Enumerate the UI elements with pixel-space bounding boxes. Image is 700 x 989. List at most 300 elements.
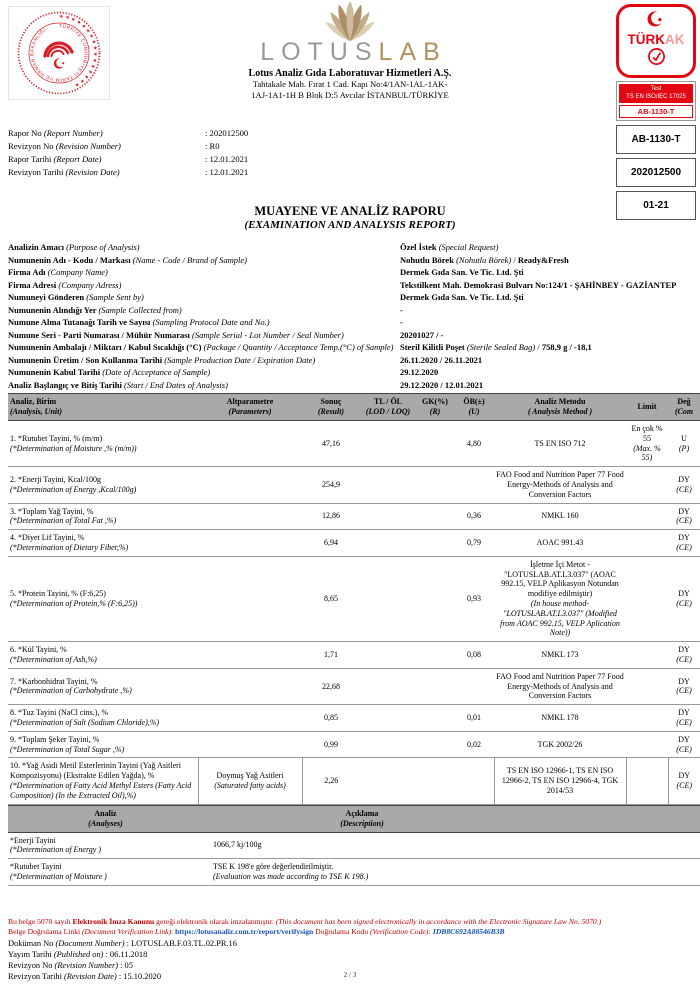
cell-gk (416, 758, 454, 804)
text-segment: Analizin Amacı (8, 242, 67, 252)
report-title-block (0, 204, 700, 231)
report-meta-row (8, 127, 248, 140)
text-segment: : 06.11.2018 (103, 950, 148, 960)
text-segment: (P) (678, 443, 690, 453)
cell-altparametre (198, 467, 302, 503)
text-segment: (*Determination of Protein,% (F:6,25)) (10, 598, 138, 608)
column-header--b- (454, 394, 494, 421)
cell-sonuc: 2,26 (302, 758, 360, 804)
results-header-row (8, 394, 700, 421)
meta-value: : R0 (205, 141, 220, 151)
cell-degerlendirme (668, 705, 700, 732)
results-table-header (8, 394, 700, 421)
analysis-row (8, 467, 700, 503)
text-segment: Numunenin Kabul Tarihi (8, 367, 103, 378)
text-segment: 5. *Protein Tayini, % (F:6,25) (10, 589, 106, 599)
meta-label (8, 166, 205, 179)
cell-degerlendirme (668, 467, 700, 503)
document-control-line (8, 938, 698, 949)
text-segment: TGK 2002/26 (537, 739, 583, 749)
text-segment: (*Determination of Energy ) (10, 845, 102, 855)
report-title: MUAYENE VE ANALİZ RAPORU (254, 204, 446, 218)
text-segment: 7. *Karbonhidrat Tayini, % (10, 676, 98, 686)
column-header-en: (Analysis, Unit) (10, 407, 63, 416)
cell-gk (416, 556, 454, 641)
text-segment: 29.12.2020 / 12.01.2021 (400, 380, 484, 391)
text-segment: Firma Adı (8, 267, 48, 278)
cell-sonuc: 0,85 (302, 705, 360, 732)
field-label (8, 379, 400, 392)
description-table-body (8, 832, 700, 885)
text-segment: Doküman No (8, 939, 56, 949)
field-label (8, 354, 400, 367)
cell-degerlendirme (668, 758, 700, 804)
cell-ob: 0,01 (454, 705, 494, 732)
field-value (400, 329, 443, 342)
text-segment: (CE) (676, 717, 692, 727)
field-label (8, 266, 400, 279)
text-segment: (Document Verification Link) (82, 926, 172, 936)
text-segment: Belge Doğrulama Linki (8, 926, 83, 936)
text-segment: (*Determination of Total Sugar ,%) (10, 744, 125, 754)
cell-ob: 0,36 (454, 503, 494, 530)
cell-analiz-metodu (494, 503, 626, 530)
meta-label (8, 153, 205, 166)
analysis-row (8, 556, 700, 641)
cell-gk (416, 668, 454, 704)
text-segment: (*Determination of Salt (Sodium Chloride),%) (10, 717, 160, 727)
turkak-brand-turk: TÜRK (627, 32, 665, 47)
turkak-brand-ak: AK (665, 32, 685, 47)
cell-analiz-metodu (494, 705, 626, 732)
text-segment: (Nohutlu Börek) (453, 254, 512, 265)
text-segment: (*Determination of Carbohydrate ,%) (10, 686, 132, 696)
column-header-en: ( Analysis Method ) (527, 407, 593, 416)
text-segment: (Start / End Dates of Analysis) (123, 380, 228, 391)
cell-altparametre (198, 642, 302, 669)
cell-tl-ol (360, 642, 416, 669)
text-segment: Nohutlu Börek (400, 254, 454, 265)
header-analiz (8, 805, 203, 832)
analysis-row (8, 642, 700, 669)
cell-altparametre (198, 758, 302, 804)
text-segment: Bu belge 5070 sayılı (8, 917, 73, 926)
turkak-accreditation-block (616, 4, 696, 220)
text-segment: İşletme İçi Metot - "LOTUSLAB.AT.L3.037" (AOAC 992.15, VELP Aplikasyon Notundan modifiye edilmiştir) (501, 559, 619, 599)
text-segment: 20201027 / - (400, 329, 444, 340)
seal-stars: ★ ★ ★ ★ ★ ★ ★ ★ ★ ★ ★ ★ ★ ★ ★ ★ (58, 13, 99, 89)
text-segment: (CE) (676, 686, 692, 696)
text-segment: Analiz Başlangıç ve Bitiş Tarihi (8, 380, 124, 391)
text-segment: AOAC 991.43 (536, 538, 584, 548)
cell-description (203, 859, 700, 886)
analysis-row (8, 731, 700, 758)
sample-field-row (8, 379, 700, 392)
cell-sonuc: 12,86 (302, 503, 360, 530)
analysis-row (8, 530, 700, 557)
text-segment: Tekstilkent Mah. Demokrasi Bulvarı No:124/1 - ŞAHİNBEY - GAZİANTEP (400, 279, 677, 290)
sample-field-row (8, 266, 700, 279)
document-control-line (8, 960, 698, 971)
column-header-en: (LOD / LOQ) (365, 407, 411, 416)
field-label (8, 254, 400, 267)
text-segment: (Date of Acceptance of Sample) (102, 367, 211, 378)
verification-line (8, 927, 698, 937)
text-segment: Dermek Gıda San. Ve Tic. Ltd. Şti (400, 292, 524, 303)
cell-ob (454, 668, 494, 704)
cell-gk (416, 467, 454, 503)
cell-limit (626, 668, 668, 704)
field-value (400, 341, 592, 354)
field-value (400, 279, 676, 292)
cell-analiz-metodu (494, 668, 626, 704)
text-segment: (CE) (676, 744, 692, 754)
ministry-seal-icon (17, 11, 101, 95)
text-segment: Numune Alma Tutanağı Tarih ve Sayısı (8, 317, 153, 328)
document-control-line (8, 949, 698, 960)
cell-ob (454, 758, 494, 804)
text-segment: Elektronik İmza Kanunu (72, 917, 155, 926)
text-segment: (*Determination of Fatty Acid Methyl Esters (Fatty Acid Composition) (In the Extracted Oil),%) (10, 780, 192, 800)
text-segment: Yayım Tarihi (8, 950, 54, 960)
text-segment: Numunenin Alındığı Yer (8, 304, 99, 315)
text-segment: (CE) (676, 542, 692, 552)
column-header-tr: ÖB(±) (463, 397, 485, 406)
meta-value: : 12.01.2021 (205, 154, 249, 164)
text-segment: (*Determination of Dietary Fiber,%) (10, 542, 129, 552)
text-segment: (Document Number) (55, 939, 125, 949)
description-table-header (8, 805, 700, 832)
analysis-results-table (8, 393, 700, 805)
field-value (400, 366, 438, 379)
cell-analysis-name (8, 530, 198, 557)
seal-emblem-arcs (45, 43, 72, 56)
text-segment: (Sampling Protocol Date and No.) (152, 317, 270, 328)
text-segment: (CE) (676, 516, 692, 526)
cell-altparametre (198, 556, 302, 641)
cell-limit (626, 731, 668, 758)
column-header-tr: Altparametre (226, 397, 274, 406)
field-value (400, 254, 569, 267)
analysis-row (8, 421, 700, 467)
text-segment: En çok % 55 (631, 424, 663, 443)
analysis-row (8, 758, 700, 804)
text-segment: 4. *Diyet Lif Tayini, % (10, 533, 85, 543)
cell-ob: 0,08 (454, 642, 494, 669)
sample-field-row (8, 329, 700, 342)
lotus-flower-icon (317, 2, 383, 42)
text-segment: DY (678, 533, 690, 543)
text-segment: (*Determination of Total Fat ,%) (10, 516, 117, 526)
analysis-row (8, 503, 700, 530)
text-segment: (Sterile Sealed Bag) (464, 342, 536, 353)
text-segment: Numunenin Üretim / Son Kullanma Tarihi (8, 354, 165, 365)
sample-field-row (8, 291, 700, 304)
text-segment: (CE) (676, 654, 692, 664)
accreditation-standard (619, 84, 693, 103)
text-segment: Revizyon Tarihi (8, 167, 66, 177)
text-segment: (*Determination of Moisture ) (10, 871, 107, 881)
field-label (8, 304, 400, 317)
text-segment: / (535, 342, 542, 353)
standard-label: TS EN ISO/IEC 17025 (626, 93, 686, 100)
field-label (8, 366, 400, 379)
text-segment: Steril Kilitli Poşet (400, 342, 465, 353)
text-segment: : (171, 926, 176, 936)
crescent-star-icon (646, 10, 666, 28)
field-value (400, 304, 403, 317)
cell-tl-ol (360, 705, 416, 732)
text-segment: Revizyon No (8, 961, 55, 971)
results-table-body (8, 421, 700, 805)
text-segment: DY (678, 676, 690, 686)
text-segment: DY (678, 708, 690, 718)
text-segment: 1066,7 kj/100g (213, 840, 262, 850)
report-meta-row (8, 166, 248, 179)
text-segment: 1. *Rutubet Tayini, % (m/m) (10, 433, 103, 443)
text-segment: Doğrulama Kodu (313, 926, 370, 936)
meta-value: : 12.01.2021 (205, 167, 249, 177)
field-value (400, 316, 403, 329)
report-title-en: (EXAMINATION AND ANALYSIS REPORT) (244, 219, 456, 231)
text-segment: : LOTUSLAB.F.03.TL.02.PR.16 (124, 939, 237, 949)
column-header-de- (668, 394, 700, 421)
cell-analysis-name (8, 642, 198, 669)
text-segment: (CE) (676, 598, 692, 608)
cell-sonuc: 6,94 (302, 530, 360, 557)
cell-altparametre (198, 731, 302, 758)
cell-sonuc: 0,99 (302, 731, 360, 758)
cell-gk (416, 421, 454, 467)
accreditation-scope-box (616, 81, 696, 121)
seal-circular-text: TÜRKİYE CUMHURİYETİ TARIM VE ORMAN BAKANLIĞI (29, 23, 89, 83)
cell-tl-ol (360, 758, 416, 804)
cell-altparametre (198, 705, 302, 732)
field-label (8, 291, 400, 304)
sample-info-fields (8, 241, 700, 392)
checkmark-icon (645, 46, 666, 67)
cell-analiz-metodu (494, 530, 626, 557)
cell-analiz-metodu (494, 421, 626, 467)
text-segment: DY (678, 645, 690, 655)
header-aciklama (203, 805, 700, 832)
cell-limit (626, 530, 668, 557)
cell-tl-ol (360, 503, 416, 530)
text-segment: Revizyon No (8, 141, 56, 151)
cell-analysis-name (8, 705, 198, 732)
cell-analysis-name (8, 421, 198, 467)
sample-field-row (8, 279, 700, 292)
text-segment: (Sample Sent by) (86, 292, 144, 303)
accreditation-number-red: AB-1130-T (619, 105, 693, 118)
text-segment: U (681, 433, 687, 443)
text-segment: 10. *Yağ Asidi Metil Esterlerinin Tayini (Yağ Asitleri Kompozisyonu) (Ekstrakte Edilen Yağda), % (10, 761, 181, 781)
text-segment: : 05 (118, 961, 133, 971)
column-header-tr: GK(%) (422, 397, 448, 406)
header-aciklama-en: (Description) (340, 818, 384, 828)
text-segment: gereği elektronik olarak imzalanmıştır. (154, 917, 276, 926)
header-aciklama-tr: Açıklama (345, 808, 379, 818)
sample-field-row (8, 304, 700, 317)
text-segment: FAO Food and Nutrition Paper 77 Food Energy-Methods of Analysis and Conversion Factors (496, 470, 624, 499)
field-value (400, 266, 524, 279)
cell-tl-ol (360, 421, 416, 467)
text-segment: (In house method- "LOTUSLAB.AT.L3.037" (Modified from AOAC 992.15, VELP Aplication Note)) (500, 598, 620, 638)
text-segment: TS EN ISO 12966-1, TS EN ISO 12966-2, TS EN ISO 12966-4, TGK 2014/53 (501, 766, 619, 795)
cell-sonuc: 8,65 (302, 556, 360, 641)
text-segment: (CE) (676, 484, 692, 494)
analysis-row (8, 705, 700, 732)
field-value (400, 241, 498, 254)
column-header-tl-l (360, 394, 416, 421)
text-segment: Numune Seri - Parti Numarası / Mühür Numarası (8, 329, 193, 340)
text-segment: TSE K 198'e göre değerlendirilmiştir. (213, 862, 334, 872)
text-segment: Numuneyi Gönderen (8, 292, 87, 303)
cell-limit (626, 503, 668, 530)
text-segment: - (400, 317, 403, 328)
text-segment: (CE) (676, 780, 693, 790)
column-header-tr: Sonuç (320, 397, 342, 406)
column-header-tr: Değ (677, 397, 691, 406)
text-segment: 2. *Enerji Tayini, Kcal/100g (10, 475, 102, 485)
crescent-star-icon (54, 58, 65, 68)
meta-label (8, 140, 205, 153)
text-segment: (Report Number) (43, 128, 103, 138)
text-segment: (*Determination of Ash,%) (10, 654, 97, 664)
cell-tl-ol (360, 467, 416, 503)
lotuslab-logo-block (150, 2, 550, 100)
report-meta-block (8, 127, 248, 179)
text-segment: Firma Adresi (8, 279, 59, 290)
cell-analysis-name (8, 556, 198, 641)
column-header-tr: Analiz, Birim (10, 397, 57, 406)
cell-degerlendirme (668, 556, 700, 641)
cell-altparametre (198, 530, 302, 557)
text-segment: (Revision Date) (64, 972, 117, 982)
field-label (8, 316, 400, 329)
text-segment: NMKL 178 (541, 713, 579, 723)
text-segment: (Max. % 55) (633, 443, 661, 463)
text-segment: (Published on) (53, 950, 104, 960)
cell-altparametre (198, 668, 302, 704)
accreditation-number-box: AB-1130-T (616, 125, 696, 154)
wordmark-lotus: LOTUS (260, 38, 379, 66)
text-segment: (*Determination of Energy ,Kcal/100g) (10, 484, 137, 494)
cell-limit (626, 642, 668, 669)
text-segment: Numunenin Ambalajı / Miktarı / Kabul Sıcaklığı (°C) (8, 342, 204, 353)
text-segment: (Sample Production Date / Expiration Date) (164, 354, 316, 365)
text-segment: Rapor No (8, 128, 44, 138)
meta-value: : 202012500 (205, 128, 249, 138)
cell-degerlendirme (668, 668, 700, 704)
field-label (8, 279, 400, 292)
cell-analiz-metodu (494, 758, 626, 804)
cell-altparametre (198, 421, 302, 467)
cell-description (203, 832, 700, 859)
report-meta-row (8, 153, 248, 166)
text-segment: DY (678, 506, 690, 516)
text-segment: (Sample Serial - Lot Number / Seal Number) (192, 329, 344, 340)
text-segment: (Evaluation was made according to TSE K 198.) (213, 871, 369, 881)
cell-degerlendirme (668, 503, 700, 530)
text-segment: (Report Date) (53, 154, 102, 164)
text-segment: Ready&Fresh (517, 254, 569, 265)
text-segment: Dermek Gıda San. Ve Tic. Ltd. Şti (400, 267, 524, 278)
sample-field-row (8, 254, 700, 267)
text-segment: (Verification Code): (370, 926, 431, 936)
column-header-limit (626, 394, 668, 421)
text-segment: IDB8C692A88546B3B (432, 926, 505, 936)
sample-field-row (8, 341, 700, 354)
column-header-en: (U) (468, 407, 480, 416)
text-segment: DY (678, 771, 691, 781)
cell-gk (416, 731, 454, 758)
field-label (8, 241, 400, 254)
cell-analysis-name (8, 467, 198, 503)
text-segment: NMKL 160 (541, 511, 579, 521)
analysis-description-table (8, 805, 700, 886)
description-row (8, 832, 700, 859)
cell-gk (416, 642, 454, 669)
lotuslab-wordmark (150, 39, 550, 65)
cell-ob: 0,93 (454, 556, 494, 641)
text-segment: (Revision Number) (54, 961, 119, 971)
text-segment: NMKL 173 (541, 650, 579, 660)
cell-limit (626, 421, 668, 467)
cell-analysis-name (8, 503, 198, 530)
cell-altparametre (198, 503, 302, 530)
text-segment: (This document has been signed electronically in accordance with the Electronic Signature Law No. 5070.) (275, 917, 602, 926)
text-segment: 3. *Toplam Yağ Tayini, % (10, 506, 94, 516)
column-header-en: (R) (429, 407, 441, 416)
column-header-tr: Analiz Metodu (534, 397, 586, 406)
cell-limit (626, 556, 668, 641)
report-meta-row (8, 140, 248, 153)
column-header-altparametre (198, 394, 302, 421)
cell-gk (416, 705, 454, 732)
column-header-analiz-birim (8, 394, 198, 421)
text-segment: (Revision Number) (55, 141, 121, 151)
period-box: 01-21 (616, 191, 696, 220)
cell-gk (416, 503, 454, 530)
cell-sonuc: 254,9 (302, 467, 360, 503)
text-segment: Rapor Tarihi (8, 154, 54, 164)
text-segment: 8. *Tuz Tayini (NaCl cins.), % (10, 708, 109, 718)
company-address-line2: 1AJ-1A1-1H B Blok D:5 Avcılar İSTANBUL/TÜRKİYE (251, 89, 449, 100)
description-row (8, 859, 700, 886)
text-segment: *Enerji Tayini (10, 835, 56, 845)
cell-analiz-metodu (494, 467, 626, 503)
cell-sonuc: 47,16 (302, 421, 360, 467)
column-header-gk- (416, 394, 454, 421)
text-segment: TS EN ISO 712 (534, 438, 586, 448)
column-header-en: (Com (674, 407, 694, 416)
cell-tl-ol (360, 556, 416, 641)
cell-tl-ol (360, 668, 416, 704)
cell-degerlendirme (668, 642, 700, 669)
column-header-en: (Result) (317, 407, 345, 416)
cell-analiz-metodu (494, 731, 626, 758)
company-address-line1: Tahtakale Mah. Fırat 1 Cad. Kapı No:4/1AN-1AL-1AK- (252, 79, 448, 89)
text-segment: (Saturated fatty acids) (214, 780, 286, 790)
text-segment: Numunenin Adı - Kodu / Markası (8, 254, 133, 265)
header-analiz-en: (Analyses) (88, 818, 123, 828)
verification-link[interactable]: https://lotusanaliz.com.tr/report/verifysign (175, 926, 314, 936)
text-segment: - (400, 304, 403, 315)
text-segment: 26.11.2020 / 26.11.2021 (400, 354, 483, 365)
text-segment: (*Determination of Moisture ,% (m/m)) (10, 443, 137, 453)
page-number: 2 / 3 (343, 971, 357, 979)
